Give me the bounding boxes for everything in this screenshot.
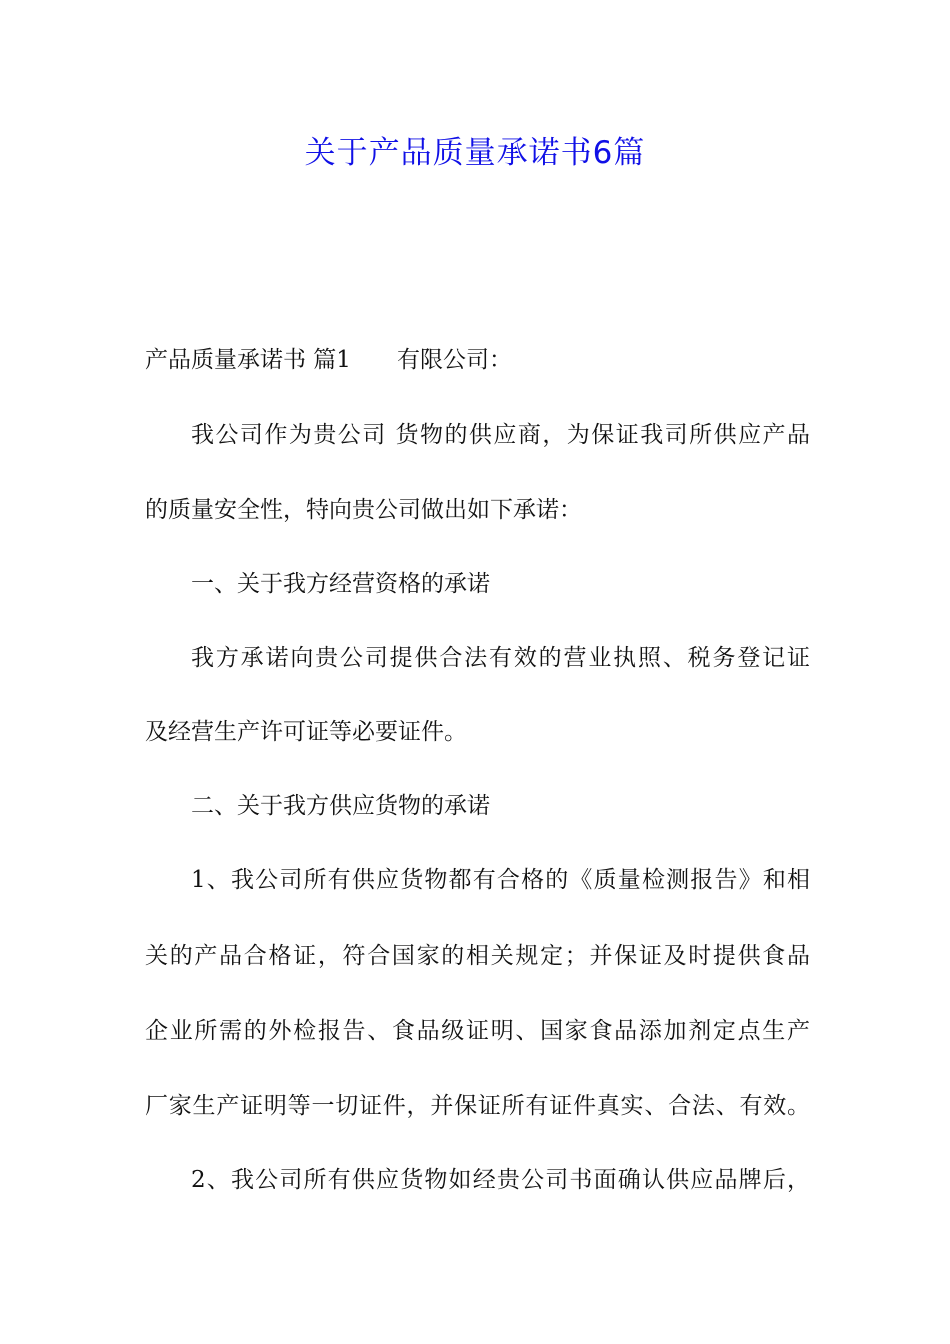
paragraph-line: 厂家生产证明等一切证件，并保证所有证件真实、合法、有效。 [145,1093,810,1119]
document-title: 关于产品质量承诺书6篇 [304,135,646,171]
section-heading: 二、关于我方供应货物的承诺 [191,793,490,819]
paragraph-line: 产品质量承诺书 篇1 有限公司： [145,347,512,373]
paragraph-line: 企业所需的外检报告、食品级证明、国家食品添加剂定点生产 [145,1018,810,1044]
paragraph-line: 1、我公司所有供应货物都有合格的《质量检测报告》和相 [191,867,810,893]
paragraph-line: 我公司作为贵公司 货物的供应商，为保证我司所供应产品 [191,422,810,448]
paragraph-line: 我方承诺向贵公司提供合法有效的营业执照、税务登记证 [191,645,810,671]
paragraph-line: 关的产品合格证，符合国家的相关规定；并保证及时提供食品 [145,943,810,969]
paragraph-line: 的质量安全性，特向贵公司做出如下承诺： [145,497,582,523]
paragraph-line: 2、我公司所有供应货物如经贵公司书面确认供应品牌后， [191,1167,810,1193]
section-heading: 一、关于我方经营资格的承诺 [191,571,490,597]
paragraph-line: 及经营生产许可证等必要证件。 [145,719,467,745]
